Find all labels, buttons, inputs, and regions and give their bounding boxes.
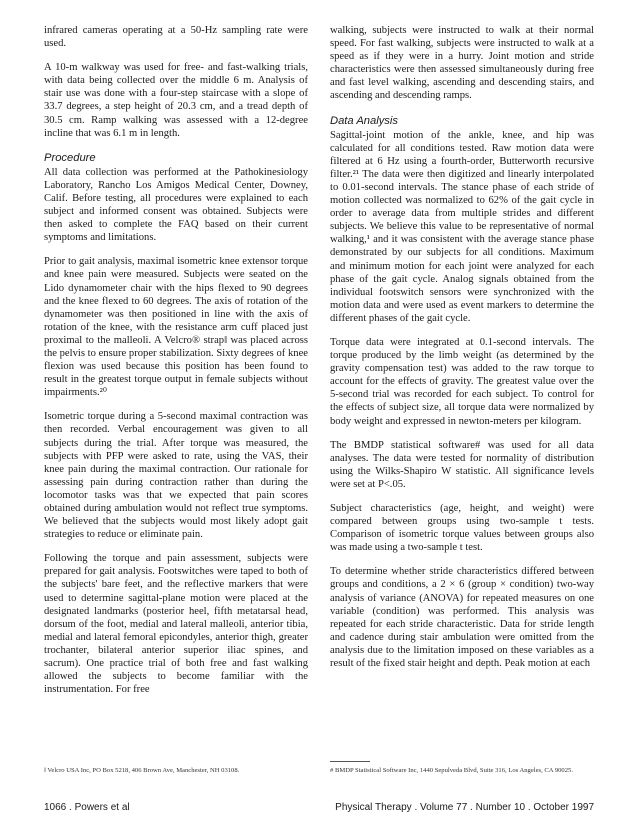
page-footer-author: 1066 . Powers et al xyxy=(44,802,130,813)
paragraph: The BMDP statistical software# was used for all data analyses. The data were tested for normality of distribution using the Wilks-Shapiro W statistic. All significance levels were set at P<.05. xyxy=(330,439,594,490)
page-footer-journal: Physical Therapy . Volume 77 . Number 10 . October 1997 xyxy=(335,802,594,813)
paragraph: A 10-m walkway was used for free- and fast-walking trials, with data being collected over the middle 6 m. Analysis of stair use was done with a four-step staircase with a slope of 33.7 degrees, a step height of 20.3 cm, and a tread depth of 30.5 cm. Ramp walking was assessed with a 12-degree incline that was 6.1 m in length. xyxy=(44,62,308,139)
left-column xyxy=(44,24,308,707)
footnote-velcro: ‖ Velcro USA Inc, PO Box 5218, 406 Brown Ave, Manchester, NH 03108. xyxy=(44,767,240,774)
paragraph: Subject characteristics (age, height, and weight) were compared between groups using two-sample t tests. Comparison of isometric torque values between groups also was made using a two-sample t test. xyxy=(330,503,594,554)
paragraph: Following the torque and pain assessment, subjects were prepared for gait analysis. Footswitches were taped to both of the subjects' bare feet, and the reflective markers that were used to determine sagittal-plane motion were placed at the designated landmarks (posterior heel, fifth metatarsal head, dorsum of the foot, medial and lateral malleoli, anterior tibia, medial and lateral femoral epicondyles, anterior thigh, greater trochanter, bilateral anterior superior iliac spines, and sacrum). One practice trial of both free and fast walking allowed the subjects to become familiar with the instrumentation. For free xyxy=(44,553,308,696)
section-heading-data-analysis: Data Analysis xyxy=(330,114,398,127)
paragraph: Isometric torque during a 5-second maximal contraction was then recorded. Verbal encouragement was given to all subjects during the trial. After torque was measured, the subjects with PFP were asked to rate, using the VAS, their knee pain during the maximal contraction. Our rationale for assessing pain during contraction rather than during the locomotor tasks was that we expected that pain scores obtained during ambulation would not reflect true symptoms. We believed that the subjects would most likely adopt gait strategies to reduce or eliminate pain. xyxy=(44,411,308,541)
right-column xyxy=(330,24,594,681)
footnote-bmdp: # BMDP Statistical Software Inc, 1440 Sepulveda Blvd, Suite 316, Los Angeles, CA 90025. xyxy=(330,767,573,774)
paragraph: Prior to gait analysis, maximal isometric knee extensor torque and knee pain were measured. Subjects were seated on the Lido dynamometer chair with the hips flexed to 90 degrees and the knee flexed to 60 degrees. The axis of rotation of the dynamometer was then positioned in line with the axis of rotation of the knee, with the resistance arm cuff placed just proximal to the malleoli. A Velcro® strap‖ was placed across the pelvis to ensure proper stabilization. Sixty degrees of knee flexion was used because this position has been found to result in the greatest torque output in female subjects without impairments.²⁰ xyxy=(44,256,308,399)
footnote-divider xyxy=(330,761,370,762)
paragraph: infrared cameras operating at a 50-Hz sampling rate were used. xyxy=(44,25,308,50)
paragraph: walking, subjects were instructed to walk at their normal speed. For fast walking, subjects were instructed to walk at a speed as if they were in a hurry. Joint motion and stride characteristics were then assessed simultaneously during free and fast level walking, ascending and descending stairs, and ascending and descending ramps. xyxy=(330,25,594,102)
paragraph: Torque data were integrated at 0.1-second intervals. The torque produced by the limb weight (as determined by the gravity compensation test) was added to the raw torque to account for the effects of gravity. The greatest value over the 5-second trial was recorded for each subject. To control for the effects of subject size, all torque data were normalized by body weight and expressed in newton-meters per kilogram. xyxy=(330,336,594,427)
paragraph: Sagittal-joint motion of the ankle, knee, and hip was calculated for all conditions tested. Raw motion data were filtered at 6 Hz using a fourth-order, Butterworth recursive filter.²¹ The data were then digitized and linearly interpolated to 0.01-second intervals. The stance phase of each stride of motion collected was normalized to 62% of the gait cycle in order to average data from multiple strides and different subjects. We believe this value to be representative of normal walking,¹ and it was consistent with the average stance phase demonstrated by our subjects for all conditions. Maximum and minimum motion for each joint were analyzed for each phase of the gait cycle. Analog signals obtained from the individual footswitch sensors were synchronized with the motion data and were used as event markers to determine the different phases of the gait cycle. xyxy=(330,129,594,324)
paragraph: All data collection was performed at the Pathokinesiology Laboratory, Rancho Los Amigos Medical Center, Downey, Calif. Before testing, all procedures were explained to each subject and informed consent was obtained. Subjects were then asked to complete the FAQ based on their current symptoms and limitations. xyxy=(44,166,308,244)
section-heading-procedure: Procedure xyxy=(44,151,96,164)
paragraph: To determine whether stride characteristics differed between groups and conditions, a 2 × 6 (group × condition) two-way analysis of variance (ANOVA) for repeated measures on one variable (condition) was performed. This analysis was repeated for each stride characteristic. Data for stride length and cadence during stair ambulation were omitted from the analysis due to the limitation imposed on these variables as a result of the fixed stair height and depth. Peak motion at each xyxy=(330,566,594,670)
